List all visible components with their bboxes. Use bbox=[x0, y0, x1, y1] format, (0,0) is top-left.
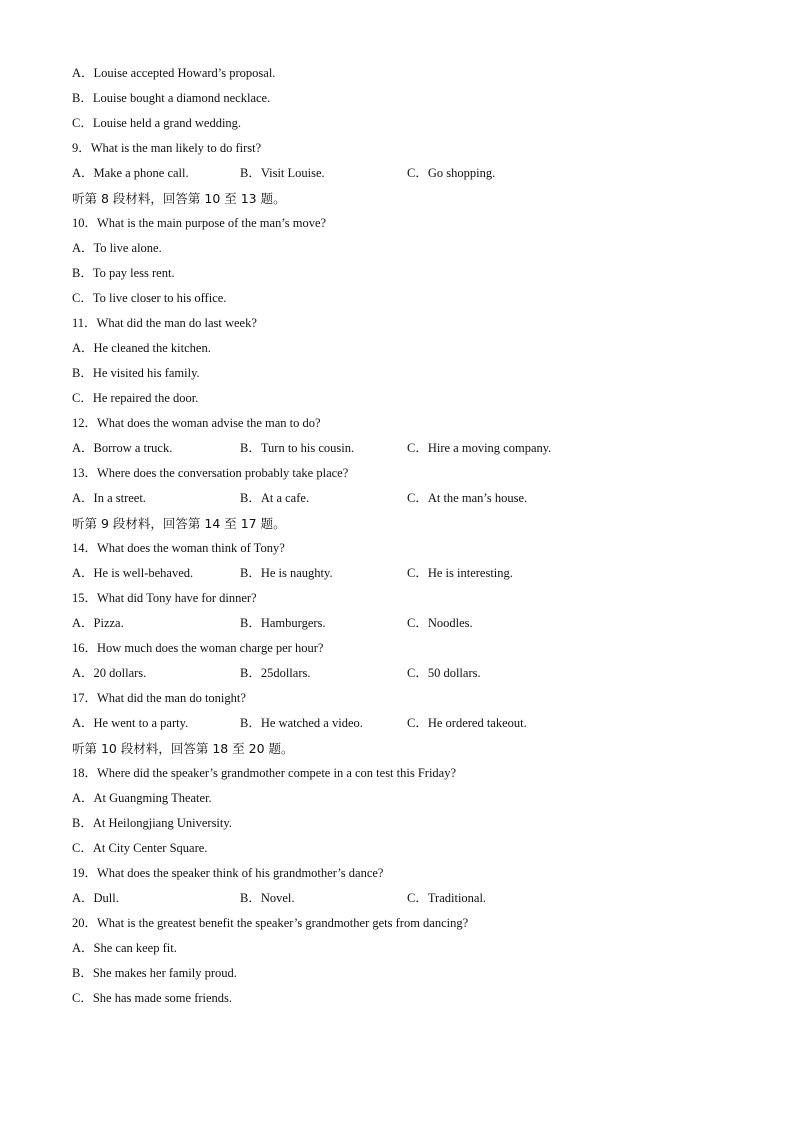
text-line: B．Louise bought a diamond necklace. bbox=[72, 91, 271, 105]
text-line: A．Louise accepted Howard’s proposal. bbox=[72, 66, 276, 80]
option-a: A．20 dollars. bbox=[72, 666, 147, 680]
option-a: A．Make a phone call. bbox=[72, 166, 189, 180]
text-line: 10．What is the main purpose of the man’s move? bbox=[72, 216, 327, 230]
text-line: C．He repaired the door. bbox=[72, 391, 199, 405]
option-a: A．In a street. bbox=[72, 491, 146, 505]
text-line: 20．What is the greatest benefit the speaker’s grandmother gets from dancing? bbox=[72, 916, 469, 930]
option-a: A．He went to a party. bbox=[72, 716, 189, 730]
text-line: B．To pay less rent. bbox=[72, 266, 175, 280]
option-c: C．Noodles. bbox=[407, 616, 473, 630]
text-line: 15．What did Tony have for dinner? bbox=[72, 591, 257, 605]
option-c: C．Hire a moving company. bbox=[407, 441, 552, 455]
text-line: 18．Where did the speaker’s grandmother compete in a con test this Friday? bbox=[72, 766, 457, 780]
option-b: B．He is naughty. bbox=[240, 566, 333, 580]
text-line: B．At Heilongjiang University. bbox=[72, 816, 232, 830]
option-a: A．Pizza. bbox=[72, 616, 124, 630]
text-line: 19．What does the speaker think of his grandmother’s dance? bbox=[72, 866, 384, 880]
text-line: A．To live alone. bbox=[72, 241, 162, 255]
text-line: A．He cleaned the kitchen. bbox=[72, 341, 211, 355]
text-line: B．He visited his family. bbox=[72, 366, 200, 380]
option-b: B．Turn to his cousin. bbox=[240, 441, 355, 455]
text-line: A．She can keep fit. bbox=[72, 941, 177, 955]
section-heading: 听第 10 段材料，回答第 18 至 20 题。 bbox=[72, 741, 294, 756]
text-line: 13．Where does the conversation probably take place? bbox=[72, 466, 349, 480]
text-line: 11．What did the man do last week? bbox=[72, 316, 257, 330]
text-line: 9．What is the man likely to do first? bbox=[72, 141, 262, 155]
text-line: C．Louise held a grand wedding. bbox=[72, 116, 242, 130]
text-line: B．She makes her family proud. bbox=[72, 966, 237, 980]
option-a: A．He is well-behaved. bbox=[72, 566, 194, 580]
option-c: C．50 dollars. bbox=[407, 666, 481, 680]
option-b: B．At a cafe. bbox=[240, 491, 310, 505]
option-b: B．He watched a video. bbox=[240, 716, 363, 730]
text-line: A．At Guangming Theater. bbox=[72, 791, 212, 805]
text-line: 12．What does the woman advise the man to do? bbox=[72, 416, 321, 430]
text-line: 17．What did the man do tonight? bbox=[72, 691, 246, 705]
option-a: A．Borrow a truck. bbox=[72, 441, 173, 455]
option-b: B．Visit Louise. bbox=[240, 166, 325, 180]
option-b: B．Novel. bbox=[240, 891, 295, 905]
section-heading: 听第 8 段材料，回答第 10 至 13 题。 bbox=[72, 191, 286, 206]
text-line: 14．What does the woman think of Tony? bbox=[72, 541, 285, 555]
text-line: C．At City Center Square. bbox=[72, 841, 208, 855]
option-c: C．He is interesting. bbox=[407, 566, 513, 580]
text-line: 16．How much does the woman charge per hour? bbox=[72, 641, 324, 655]
section-heading: 听第 9 段材料，回答第 14 至 17 题。 bbox=[72, 516, 286, 531]
option-c: C．Traditional. bbox=[407, 891, 487, 905]
text-line: C．To live closer to his office. bbox=[72, 291, 227, 305]
option-b: B．25dollars. bbox=[240, 666, 311, 680]
text-line: C．She has made some friends. bbox=[72, 991, 233, 1005]
option-c: C．At the man’s house. bbox=[407, 491, 528, 505]
option-b: B．Hamburgers. bbox=[240, 616, 326, 630]
option-c: C．Go shopping. bbox=[407, 166, 496, 180]
option-c: C．He ordered takeout. bbox=[407, 716, 527, 730]
option-a: A．Dull. bbox=[72, 891, 119, 905]
